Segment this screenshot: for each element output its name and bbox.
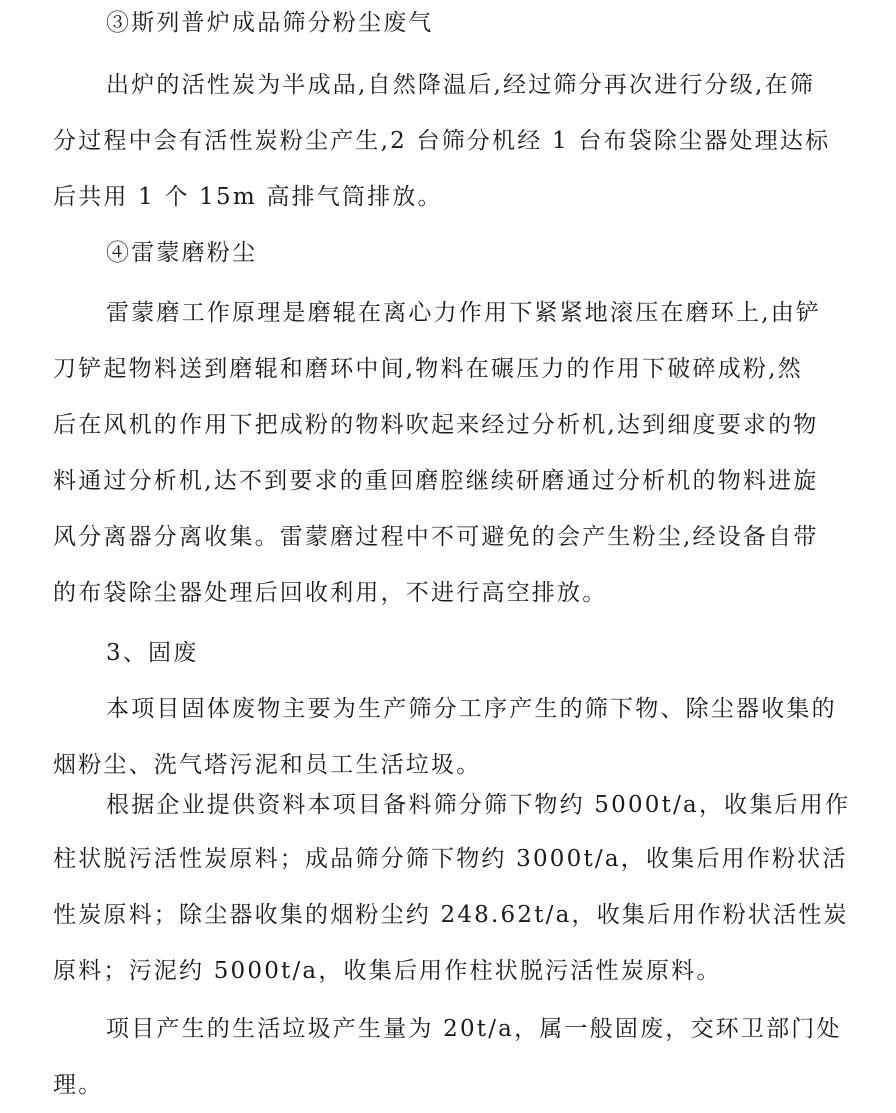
paragraph-line: 分过程中会有活性炭粉尘产生,2 台筛分机经 1 台布袋除尘器处理达标 [53,128,831,154]
paragraph-line: 性炭原料；除尘器收集的烟粉尘约 248.62t/a，收集后用作粉状活性炭 [53,902,849,928]
paragraph-line: 刀铲起物料送到磨辊和磨环中间,物料在碾压力的作用下破碎成粉,然 [53,356,803,382]
paragraph-line: 的布袋除尘器处理后回收利用，不进行高空排放。 [53,580,608,606]
paragraph-line: 后在风机的作用下把成粉的物料吹起来经过分析机,达到细度要求的物 [53,412,819,438]
paragraph-line: 本项目固体废物主要为生产筛分工序产生的筛下物、除尘器收集的 [106,696,837,722]
paragraph-line: 出炉的活性炭为半成品,自然降温后,经过筛分再次进行分级,在筛 [106,72,815,98]
paragraph-line: 风分离器分离收集。雷蒙磨过程中不可避免的会产生粉尘,经设备自带 [53,524,819,550]
paragraph-line: 料通过分析机,达不到要求的重回磨腔继续研磨通过分析机的物料进旋 [53,468,819,494]
paragraph-line: 雷蒙磨工作原理是磨辊在离心力作用下紧紧地滚压在磨环上,由铲 [106,300,822,326]
section-heading-solid-waste: 3、固废 [106,640,199,666]
paragraph-line: 原料；污泥约 5000t/a，收集后用作柱状脱污活性炭原料。 [53,958,722,984]
paragraph-line: 柱状脱污活性炭原料；成品筛分筛下物约 3000t/a，收集后用作粉状活 [53,846,848,872]
section-heading-sieving-dust: ③斯列普炉成品筛分粉尘废气 [106,10,434,36]
paragraph-line: 理。 [53,1072,104,1098]
paragraph-line: 项目产生的生活垃圾产生量为 20t/a，属一般固废，交环卫部门处 [106,1016,842,1042]
paragraph-line: 烟粉尘、洗气塔污泥和员工生活垃圾。 [53,752,482,778]
paragraph-line: 根据企业提供资料本项目备料筛分筛下物约 5000t/a，收集后用作 [106,792,851,818]
section-heading-raymond-mill-dust: ④雷蒙磨粉尘 [106,240,258,266]
paragraph-line: 后共用 1 个 15m 高排气筒排放。 [53,184,443,210]
